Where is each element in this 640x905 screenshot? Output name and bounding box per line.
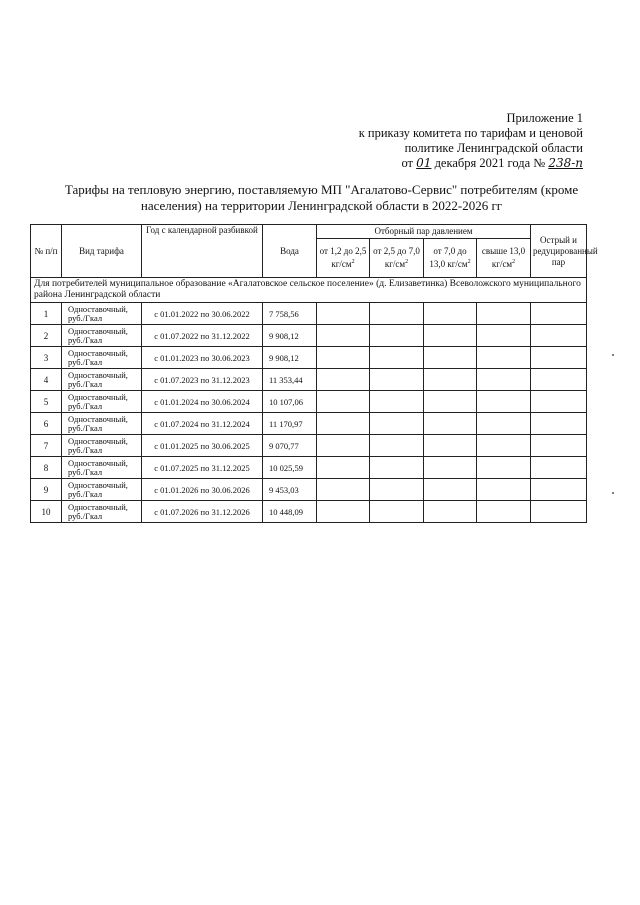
row-empty-cell (370, 435, 424, 457)
row-water-value: 9 070,77 (263, 435, 317, 457)
row-empty-cell (424, 303, 477, 325)
row-empty-cell (531, 501, 587, 523)
header-type: Вид тарифа (62, 225, 142, 278)
row-empty-cell (477, 347, 531, 369)
table-row (31, 501, 587, 523)
row-period: с 01.01.2026 по 30.06.2026 (142, 479, 263, 501)
row-tariff-type: Одноставочный, руб./Гкал (62, 391, 142, 413)
row-empty-cell (531, 435, 587, 457)
row-period: с 01.01.2024 по 30.06.2024 (142, 391, 263, 413)
row-water-value: 9 453,03 (263, 479, 317, 501)
row-water-value: 10 107,06 (263, 391, 317, 413)
row-period: с 01.07.2023 по 31.12.2023 (142, 369, 263, 391)
row-water-value: 11 353,44 (263, 369, 317, 391)
header-num: № п/п (31, 225, 62, 278)
row-empty-cell (477, 435, 531, 457)
row-empty-cell (531, 303, 587, 325)
annex-date-text: декабря 2021 года № (434, 156, 546, 170)
tariff-table (30, 224, 598, 523)
scan-dot (612, 354, 614, 356)
row-period: с 01.01.2022 по 30.06.2022 (142, 303, 263, 325)
row-empty-cell (317, 435, 370, 457)
row-number: 3 (31, 347, 62, 369)
row-empty-cell (424, 457, 477, 479)
row-empty-cell (477, 303, 531, 325)
row-number: 9 (31, 479, 62, 501)
row-empty-cell (317, 347, 370, 369)
header-steam-7-13: от 7,0 до 13,0 $кг/см^2$ (424, 239, 477, 278)
scan-dot (612, 492, 614, 494)
row-empty-cell (370, 369, 424, 391)
row-period: с 01.07.2025 по 31.12.2025 (142, 457, 263, 479)
row-empty-cell (477, 457, 531, 479)
row-empty-cell (424, 479, 477, 501)
row-number: 4 (31, 369, 62, 391)
row-empty-cell (370, 303, 424, 325)
table-row (31, 303, 587, 325)
row-empty-cell (317, 391, 370, 413)
table-row (31, 413, 587, 435)
row-empty-cell (370, 457, 424, 479)
table-row (31, 391, 587, 413)
row-empty-cell (424, 325, 477, 347)
row-empty-cell (424, 347, 477, 369)
row-empty-cell (477, 391, 531, 413)
document-title: Тарифы на тепловую энергию, поставляемую МП "Агалатово-Сервис" потребителям (кроме населения) на территории Ленинградской области в 2022-2026 гг (64, 182, 579, 213)
table-row (31, 479, 587, 501)
row-number: 2 (31, 325, 62, 347)
header-steam-group: Отборный пар давлением (317, 225, 531, 239)
row-empty-cell (477, 413, 531, 435)
row-tariff-type: Одноставочный, руб./Гкал (62, 303, 142, 325)
row-period: с 01.07.2024 по 31.12.2024 (142, 413, 263, 435)
annex-title: Приложение 1 (506, 111, 583, 125)
table-row (31, 347, 587, 369)
row-empty-cell (531, 369, 587, 391)
row-empty-cell (370, 413, 424, 435)
row-empty-cell (370, 501, 424, 523)
row-empty-cell (424, 413, 477, 435)
row-empty-cell (317, 457, 370, 479)
row-period: с 01.01.2023 по 30.06.2023 (142, 347, 263, 369)
table-row (31, 457, 587, 479)
row-empty-cell (370, 391, 424, 413)
row-number: 6 (31, 413, 62, 435)
row-number: 10 (31, 501, 62, 523)
row-empty-cell (424, 391, 477, 413)
group-row (31, 278, 587, 303)
row-empty-cell (317, 303, 370, 325)
row-tariff-type: Одноставочный, руб./Гкал (62, 457, 142, 479)
row-empty-cell (477, 501, 531, 523)
header-water: Вода (263, 225, 317, 278)
row-number: 7 (31, 435, 62, 457)
row-empty-cell (424, 501, 477, 523)
header-steam-1-2-5: от 1,2 до 2,5 $кг/см^2$ (317, 239, 370, 278)
row-empty-cell (317, 413, 370, 435)
row-empty-cell (531, 347, 587, 369)
row-empty-cell (424, 369, 477, 391)
row-water-value: 10 448,09 (263, 501, 317, 523)
row-water-value: 9 908,12 (263, 347, 317, 369)
annex-date-line (283, 156, 583, 171)
row-tariff-type: Одноставочный, руб./Гкал (62, 413, 142, 435)
row-empty-cell (317, 325, 370, 347)
header-period: Год с календарной разбивкой (142, 225, 263, 278)
row-empty-cell (370, 325, 424, 347)
annex-committee-line: политике Ленинградской области (404, 141, 583, 155)
row-water-value: 7 758,56 (263, 303, 317, 325)
row-empty-cell (370, 479, 424, 501)
row-empty-cell (531, 457, 587, 479)
row-tariff-type: Одноставочный, руб./Гкал (62, 369, 142, 391)
annex-order-number: 238-п (548, 156, 583, 170)
row-empty-cell (531, 413, 587, 435)
header-steam-2-5-7: от 2,5 до 7,0 $кг/см^2$ (370, 239, 424, 278)
row-number: 1 (31, 303, 62, 325)
row-tariff-type: Одноставочный, руб./Гкал (62, 347, 142, 369)
row-period: с 01.01.2025 по 30.06.2025 (142, 435, 263, 457)
table-row (31, 369, 587, 391)
table-row (31, 435, 587, 457)
row-empty-cell (477, 325, 531, 347)
row-tariff-type: Одноставочный, руб./Гкал (62, 501, 142, 523)
annex-date-prefix: от (401, 156, 414, 170)
row-tariff-type: Одноставочный, руб./Гкал (62, 479, 142, 501)
row-empty-cell (531, 325, 587, 347)
annex-order-line: к приказу комитета по тарифам и ценовой (358, 126, 583, 140)
header-steam-13-plus: свыше 13,0 $кг/см^2$ (477, 239, 531, 278)
table-row (31, 325, 587, 347)
annex-date-day: 01 (416, 156, 432, 170)
row-water-value: 9 908,12 (263, 325, 317, 347)
row-empty-cell (477, 479, 531, 501)
row-empty-cell (477, 369, 531, 391)
row-empty-cell (370, 347, 424, 369)
row-number: 5 (31, 391, 62, 413)
row-period: с 01.07.2022 по 31.12.2022 (142, 325, 263, 347)
row-empty-cell (531, 391, 587, 413)
row-number: 8 (31, 457, 62, 479)
header-sharp-steam: Острый и редуцированный пар (531, 225, 587, 278)
row-empty-cell (317, 479, 370, 501)
group-label: Для потребителей муниципальное образование «Агалатовское сельское поселение» (д. Елизаветинка) Всеволожского муниципального района Ленинградской области (31, 278, 587, 303)
row-water-value: 11 170,97 (263, 413, 317, 435)
row-tariff-type: Одноставочный, руб./Гкал (62, 435, 142, 457)
row-tariff-type: Одноставочный, руб./Гкал (62, 325, 142, 347)
row-period: с 01.07.2026 по 31.12.2026 (142, 501, 263, 523)
row-empty-cell (317, 501, 370, 523)
row-empty-cell (531, 479, 587, 501)
row-water-value: 10 025,59 (263, 457, 317, 479)
row-empty-cell (424, 435, 477, 457)
row-empty-cell (317, 369, 370, 391)
annex-block (283, 111, 583, 171)
